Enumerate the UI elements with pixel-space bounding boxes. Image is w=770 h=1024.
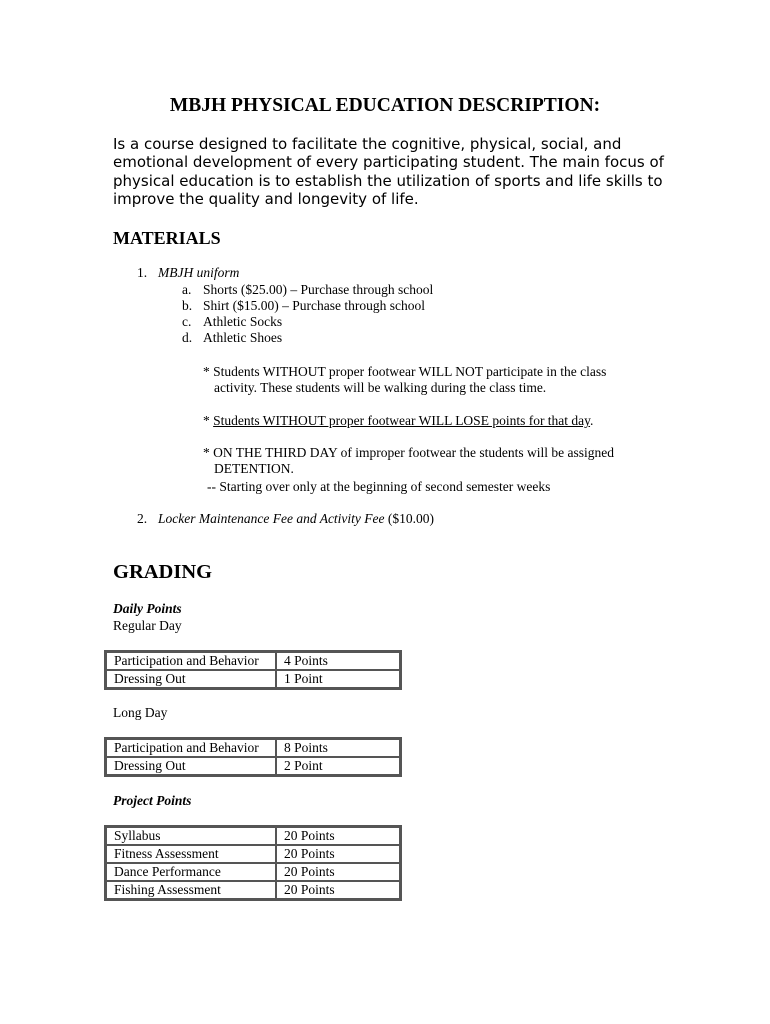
- item1-number: 1.: [137, 265, 148, 280]
- table-cell: Participation and Behavior: [106, 739, 276, 757]
- item2-text: Locker Maintenance Fee and Activity Fee: [158, 511, 385, 526]
- item1-label: MBJH uniform: [158, 265, 240, 280]
- note-end: .: [590, 413, 594, 428]
- table-cell: Participation and Behavior: [106, 652, 276, 670]
- footwear-note-1-line1: * Students WITHOUT proper footwear WILL NOT participate in the class: [203, 364, 607, 379]
- table-cell: 2 Point: [276, 757, 400, 775]
- intro-paragraph: Is a course designed to facilitate the cognitive, physical, social, and emotional development of every participating student. The main focus of physical education is to establish the utilization of sports and life skills to improve the quality and longevity of life.: [113, 135, 664, 208]
- sub-letter: d.: [182, 330, 193, 345]
- sub-item: Athletic Socks: [203, 314, 283, 329]
- table-cell: 20 Points: [276, 863, 400, 881]
- footwear-note-3-line3: -- Starting over only at the beginning of second semester weeks: [207, 479, 551, 494]
- item2-number: 2.: [137, 511, 148, 526]
- long-day-table: [104, 737, 402, 777]
- project-points-table: [104, 825, 402, 901]
- table-row: [106, 827, 400, 845]
- table-cell: Dance Performance: [106, 863, 276, 881]
- table-row: [106, 881, 400, 899]
- note-star: *: [203, 413, 214, 428]
- regular-day-label: Regular Day: [113, 618, 182, 633]
- table-cell: 8 Points: [276, 739, 400, 757]
- materials-heading: MATERIALS: [113, 228, 221, 248]
- long-day-label: Long Day: [113, 705, 168, 720]
- sub-item: Shirt ($15.00) – Purchase through school: [203, 298, 425, 313]
- table-cell: Dressing Out: [106, 757, 276, 775]
- note-underlined: Students WITHOUT proper footwear WILL LOSE points for that day: [213, 413, 591, 428]
- sub-letter: b.: [182, 298, 193, 313]
- item2-label: [158, 511, 434, 527]
- table-row: [106, 757, 400, 775]
- table-cell: 20 Points: [276, 845, 400, 863]
- regular-day-table: [104, 650, 402, 690]
- table-cell: Dressing Out: [106, 670, 276, 688]
- table-cell: 4 Points: [276, 652, 400, 670]
- daily-points-heading: Daily Points: [113, 601, 182, 616]
- grading-heading: GRADING: [113, 561, 213, 583]
- sub-item: Shorts ($25.00) – Purchase through school: [203, 282, 434, 297]
- table-row: [106, 739, 400, 757]
- table-row: [106, 670, 400, 688]
- table-row: [106, 652, 400, 670]
- table-row: [106, 845, 400, 863]
- sub-item: Athletic Shoes: [203, 330, 283, 345]
- sub-letter: c.: [182, 314, 192, 329]
- table-cell: 20 Points: [276, 881, 400, 899]
- table-cell: Fishing Assessment: [106, 881, 276, 899]
- item2-fee: ($10.00): [384, 511, 435, 526]
- footwear-note-3-line1: * ON THE THIRD DAY of improper footwear the students will be assigned: [203, 445, 614, 460]
- footwear-note-2: [203, 413, 593, 429]
- table-cell: 1 Point: [276, 670, 400, 688]
- footwear-note-1-line2: activity. These students will be walking during the class time.: [214, 380, 547, 395]
- table-cell: Fitness Assessment: [106, 845, 276, 863]
- footwear-note-3-line2: DETENTION.: [214, 461, 294, 476]
- project-points-heading: Project Points: [113, 793, 192, 808]
- sub-letter: a.: [182, 282, 192, 297]
- page-title: MBJH PHYSICAL EDUCATION DESCRIPTION:: [169, 95, 601, 116]
- table-cell: Syllabus: [106, 827, 276, 845]
- table-cell: 20 Points: [276, 827, 400, 845]
- table-row: [106, 863, 400, 881]
